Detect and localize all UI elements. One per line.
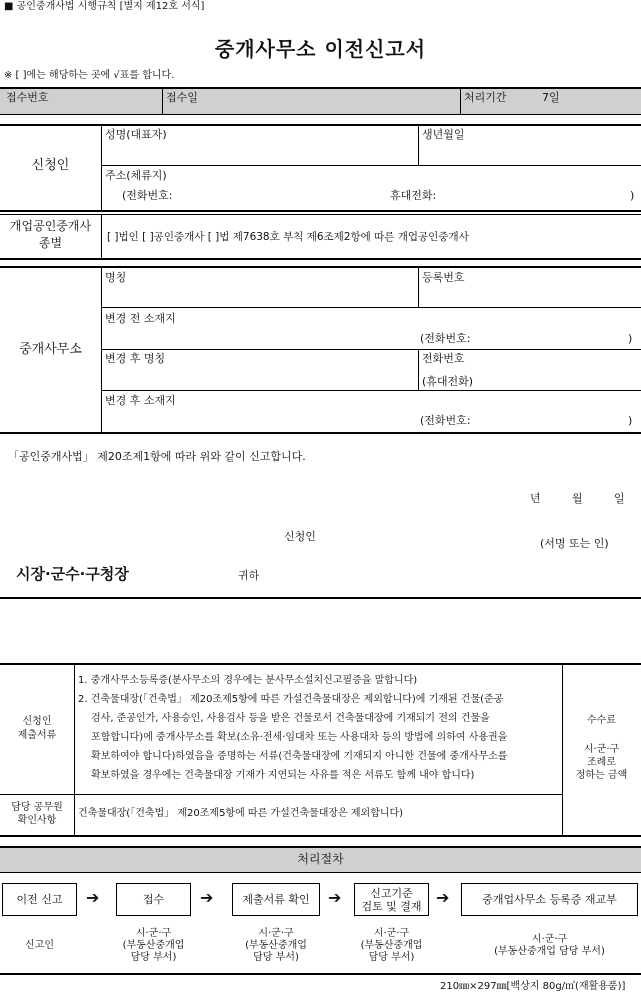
after-name-label: 변경 후 명칭 — [105, 352, 166, 365]
signer-label: 신청인 — [284, 530, 316, 543]
actor-label: 시·군·구 (부동산중개업 담당 부서) — [245, 928, 307, 963]
office-reg-no-label: 등록번호 — [422, 271, 465, 284]
signature-label: (서명 또는 인) — [540, 537, 609, 550]
instruction-text: ※ [ ]에는 해당하는 곳에 √표를 합니다. — [4, 70, 175, 81]
applicant-close-paren: ) — [630, 189, 635, 202]
fee-line: 정하는 금액 — [575, 770, 628, 781]
fee-line: 조례로 — [587, 757, 616, 768]
doc-item-2-line: 확보하였을 경우에는 건축물대장 기재가 지연되는 사유를 적은 서류도 함께 내야 합니다) — [91, 770, 475, 781]
doc-item-2-line: 포함합니다)에 중개사무소를 확보(소유·전세·임대차 또는 사용대차 등의 방법에 의하여 사용권을 — [91, 732, 508, 743]
form-header-note: ■ 공인중개사법 시행규칙 [별지 제12호 서식] — [4, 1, 205, 12]
date-month: 월 — [572, 492, 583, 505]
arrow-right-icon: ➔ — [436, 888, 450, 907]
actor-label: 신고인 — [25, 940, 54, 951]
recipient-name: 시장·군수·구청장 — [16, 565, 129, 583]
declaration-text: 「공인중개사법」 제20조제1항에 따라 위와 같이 신고합니다. — [8, 450, 306, 463]
arrow-right-icon: ➔ — [328, 888, 342, 907]
applicant-address-label: 주소(체류지) — [105, 169, 167, 182]
actor-label: 시·군·구 (부동산중개업 담당 부서) — [360, 928, 423, 963]
applicant-section-label: 신청인 — [31, 158, 70, 173]
after-phone-close: ) — [628, 414, 633, 427]
doc-item-2-line: 확보하여야 합니다)하였음을 증명하는 서류(건축물대장에 기재되지 아니한 건물에 중개사무소를 — [91, 751, 508, 762]
step-reissue: 중개업사무소 등록증 재교부 — [461, 883, 638, 916]
applicant-birth-label: 생년월일 — [422, 128, 465, 141]
agent-type-label-1: 개업공인중개사 — [9, 219, 92, 233]
receipt-date-label: 접수일 — [166, 91, 198, 104]
doc-item-2-line: 2. 건축물대장(「건축법」 제20조제5항에 따른 가설건축물대장은 제외합니다)에 기재된 건물(준공 — [78, 694, 504, 705]
step-receipt: 접수 — [116, 883, 191, 916]
office-phone-label: 전화번호 — [422, 352, 465, 365]
step-transfer-report: 이전 신고 — [2, 883, 77, 916]
processing-period-label: 처리기간 — [464, 91, 507, 104]
doc-item-1: 1. 중개사무소등록증(분사무소의 경우에는 분사무소설치신고필증을 말합니다) — [78, 675, 418, 686]
actor-label: 시·군·구 (부동산중개업 담당 부서) — [494, 934, 605, 957]
fee-line: 시·군·구 — [583, 744, 620, 755]
recipient-suffix: 귀하 — [238, 569, 260, 582]
actor-label: 시·군·구 (부동산중개업 담당 부서) — [122, 928, 185, 963]
applicant-phone-label: (전화번호: — [122, 189, 173, 202]
fee-title: 수수료 — [587, 715, 616, 726]
before-location-label: 변경 전 소재지 — [105, 312, 176, 325]
date-day: 일 — [614, 492, 625, 505]
after-phone-label: (전화번호: — [420, 414, 471, 427]
official-label-1: 담당 공무원 — [11, 802, 63, 813]
arrow-right-icon: ➔ — [200, 888, 214, 907]
procedure-title: 처리절차 — [297, 852, 344, 866]
agent-type-options[interactable]: [ ]법인 [ ]공인중개사 [ ]법 제7638호 부칙 제6조제2항에 따른 개업공인중개사 — [107, 231, 469, 243]
arrow-right-icon: ➔ — [86, 888, 100, 907]
office-name-label: 명칭 — [105, 271, 127, 284]
official-item: 건축물대장(「건축법」 제20조제5항에 따른 가설건축물대장은 제외합니다) — [78, 808, 404, 819]
applicant-mobile-label: 휴대전화: — [390, 189, 437, 202]
form-title: 중개사무소 이전신고서 — [214, 37, 427, 61]
before-phone-label: (전화번호: — [420, 332, 471, 345]
office-section-label: 중개사무소 — [19, 342, 82, 357]
office-mobile-label: (휴대전화) — [422, 375, 474, 388]
step-review-approval: 신고기준 검토 및 결재 — [354, 883, 429, 916]
applicant-name-label: 성명(대표자) — [105, 128, 167, 141]
date-year: 년 — [530, 492, 541, 505]
receipt-number-label: 접수번호 — [6, 91, 49, 104]
step-doc-check: 제출서류 확인 — [232, 883, 320, 916]
processing-period-value: 7일 — [542, 91, 560, 104]
paper-spec-footer: 210㎜×297㎜[백상지 80g/㎡(재활용품)] — [440, 981, 626, 992]
doc-item-2-line: 검사, 준공인가, 사용승인, 사용검사 등을 받은 건물로서 건축물대장에 기재되기 전의 건물을 — [91, 713, 490, 724]
after-location-label: 변경 후 소재지 — [105, 394, 176, 407]
before-phone-close: ) — [628, 332, 633, 345]
official-label-2: 확인사항 — [17, 815, 57, 826]
agent-type-label-2: 종별 — [38, 236, 63, 250]
submit-docs-label-1: 신청인 — [22, 716, 52, 727]
submit-docs-label-2: 제출서류 — [17, 730, 57, 741]
